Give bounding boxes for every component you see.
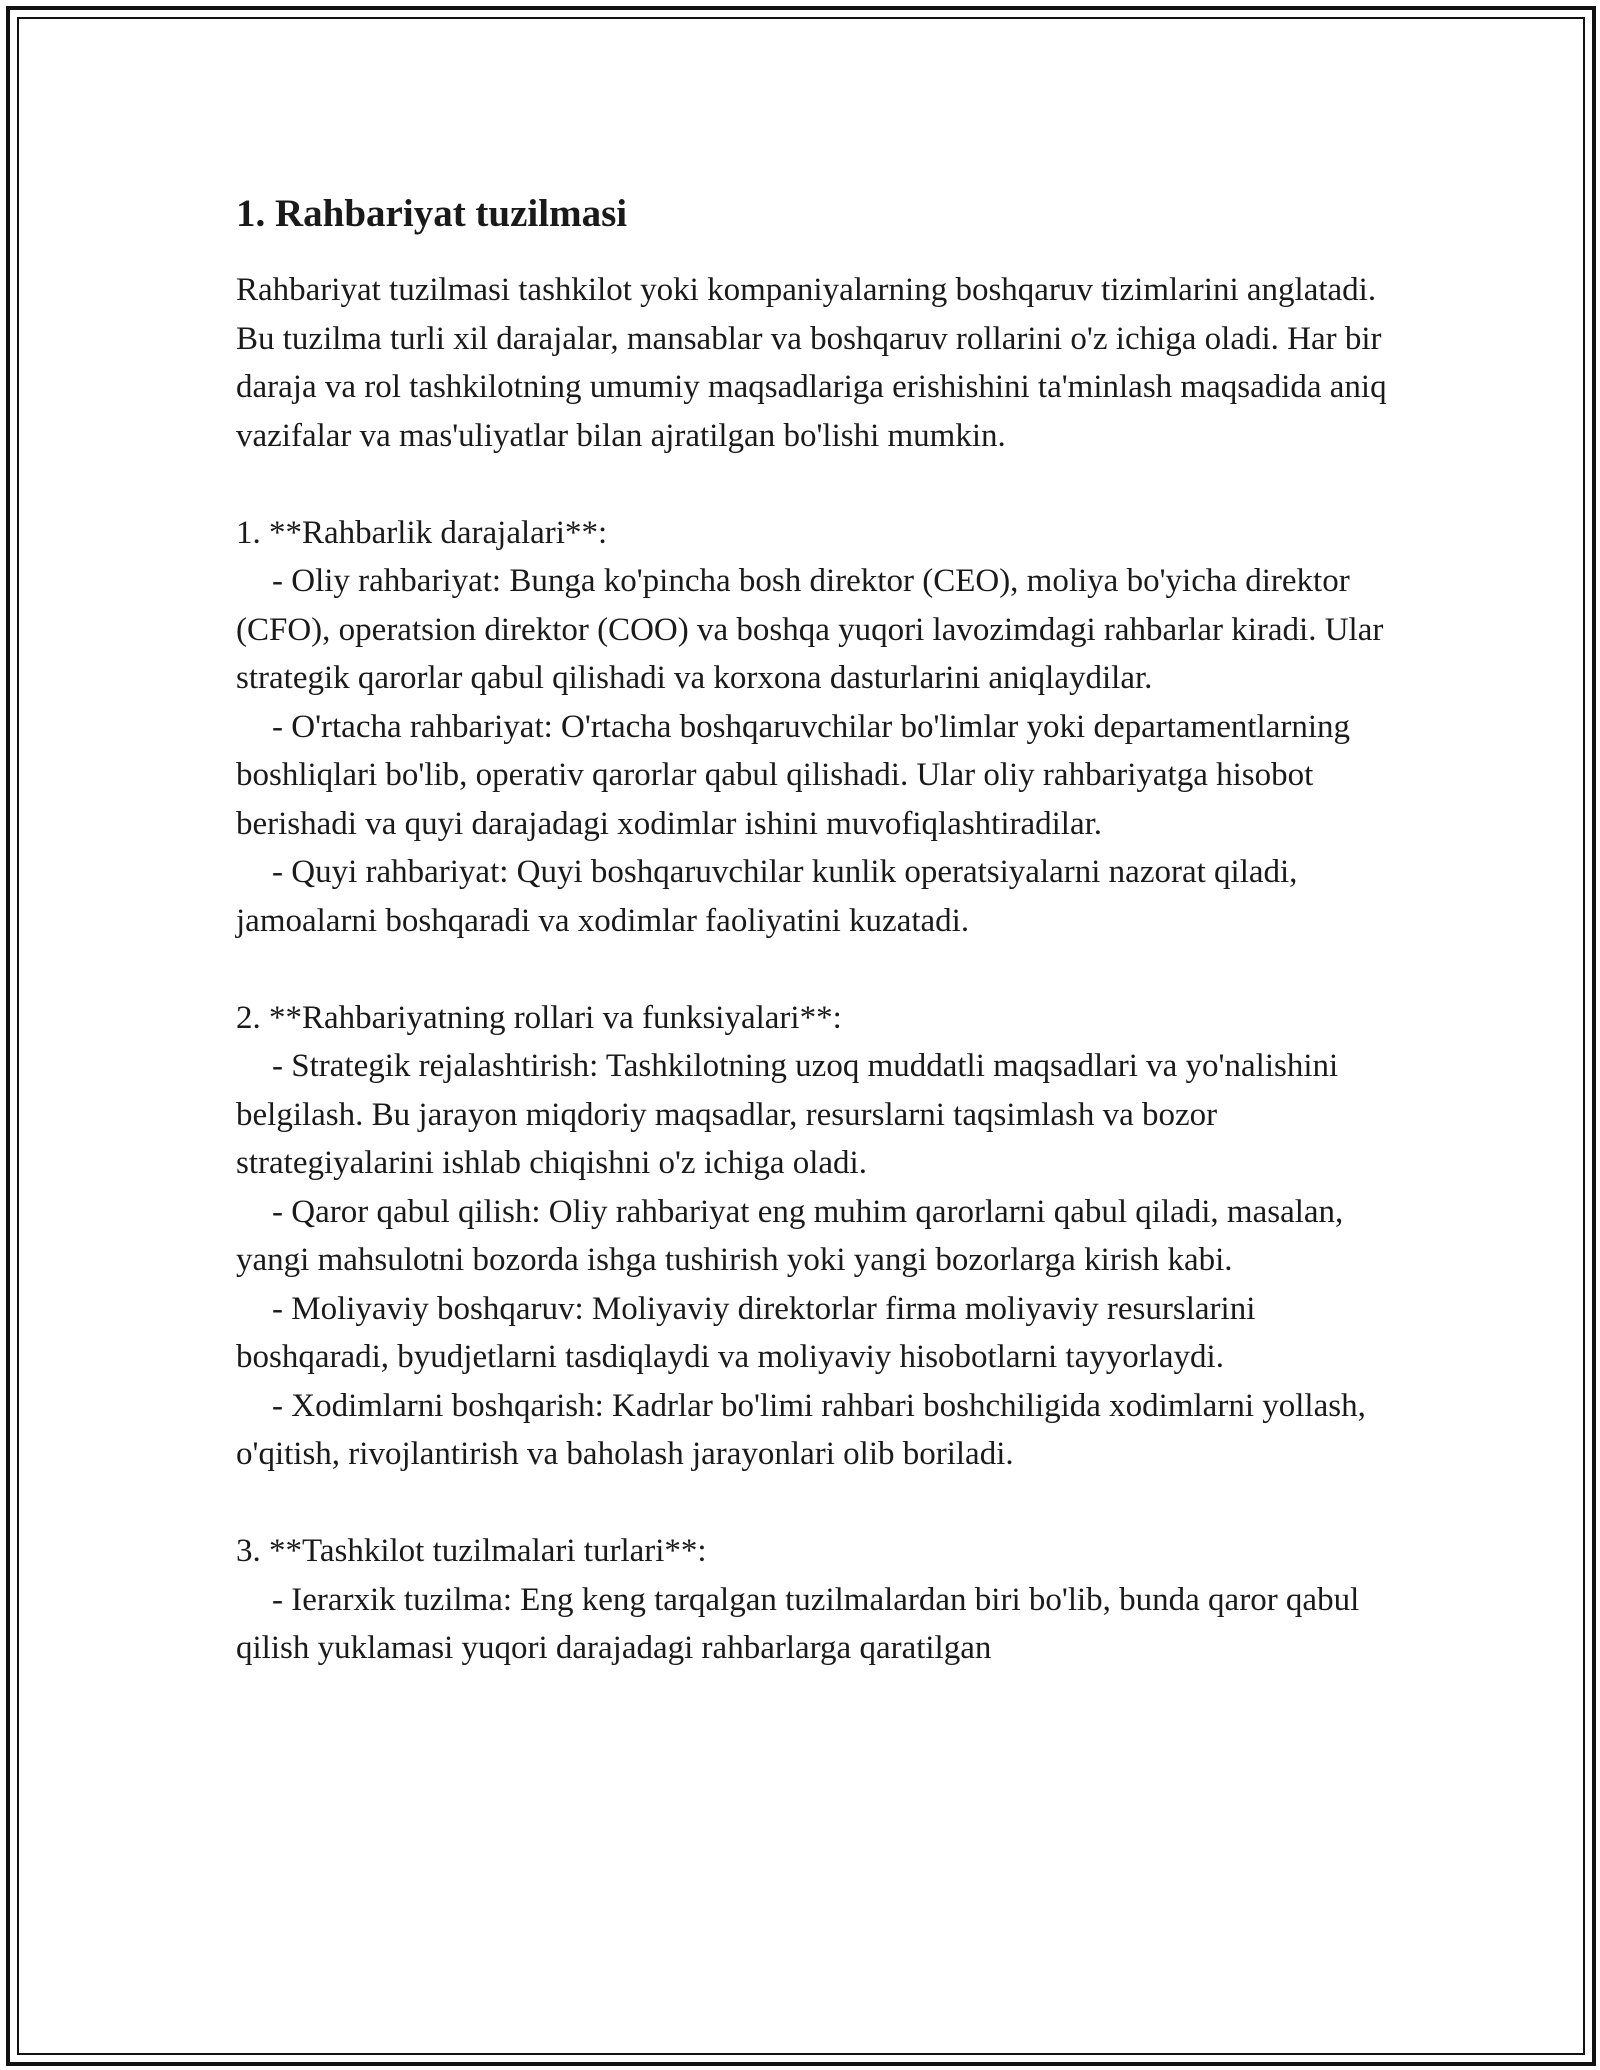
- section-item: [236, 1042, 1396, 1188]
- section-roles-functions: [236, 994, 1396, 1479]
- section-item-text: - Quyi rahbariyat: Quyi boshqaruvchilar kunlik operatsiyalarni nazorat qiladi, jamoalarni boshqaradi va xodimlar faoliyatini kuzatadi.: [236, 854, 1298, 939]
- section-leadership-levels: [236, 509, 1396, 946]
- section-item: [236, 1285, 1396, 1382]
- section-item: [236, 1382, 1396, 1479]
- section-item-text: - O'rtacha rahbariyat: O'rtacha boshqaruvchilar bo'limlar yoki departamentlarning boshliqlari bo'lib, operativ qarorlar qabul qilishadi. Ular oliy rahbariyatga hisobot berishadi va quyi darajadagi xodimlar ishini muvofiqlashtiradilar.: [236, 708, 1350, 842]
- section-item: [236, 703, 1396, 849]
- section-title: 2. **Rahbariyatning rollari va funksiyalari**:: [236, 999, 842, 1036]
- intro-paragraph: Rahbariyat tuzilmasi tashkilot yoki kompaniyalarning boshqaruv tizimlarini anglatadi. Bu tuzilma turli xil darajalar, mansablar va boshqaruv rollarini o'z ichiga oladi. Har bir daraja va rol tashkilotning umumiy maqsadlariga erishishini ta'minlash maqsadida aniq vazifalar va mas'uliyatlar bilan ajratilgan bo'lishi mumkin.: [236, 272, 1387, 454]
- document-heading: 1. Rahbariyat tuzilmasi: [236, 192, 628, 235]
- section-item: [236, 848, 1396, 945]
- section-item-text: - Moliyaviy boshqaruv: Moliyaviy direktorlar firma moliyaviy resurslarini boshqaradi, byudjetlarni tasdiqlaydi va moliyaviy hisobotlarni tayyorlaydi.: [236, 1290, 1256, 1375]
- section-title: 3. **Tashkilot tuzilmalari turlari**:: [236, 1533, 707, 1569]
- section-item: [236, 1576, 1396, 1673]
- section-item-text: - Oliy rahbariyat: Bunga ko'pincha bosh direktor (CEO), moliya bo'yicha direktor (CFO), operatsion direktor (COO) va boshqa yuqori lavozimdagi rahbarlar kiradi. Ular strategik qarorlar qabul qilishadi va korxona dasturlarini aniqlaydilar.: [236, 563, 1384, 696]
- section-item-text: - Qaror qabul qilish: Oliy rahbariyat eng muhim qarorlarni qabul qiladi, masalan, yangi mahsulotni bozorda ishga tushirish yoki yangi bozorlarga kirish kabi.: [236, 1193, 1344, 1278]
- document-body: [236, 184, 1396, 1673]
- section-title: 1. **Rahbarlik darajalari**:: [236, 514, 608, 551]
- section-org-structure-types: [236, 1527, 1396, 1673]
- section-item: [236, 557, 1396, 703]
- section-item-text: - Xodimlarni boshqarish: Kadrlar bo'limi rahbari boshchiligida xodimlarni yollash, o'qitish, rivojlantirish va baholash jarayonlari olib boriladi.: [236, 1387, 1366, 1472]
- section-item: [236, 1188, 1396, 1285]
- section-item-text: - Strategik rejalashtirish: Tashkilotning uzoq muddatli maqsadlari va yo'nalishini belgilash. Bu jarayon miqdoriy maqsadlar, resurslarni taqsimlash va bozor strategiyalarini ishlab chiqishni o'z ichiga oladi.: [236, 1048, 1339, 1181]
- section-item-text: - Ierarxik tuzilma: Eng keng tarqalgan tuzilmalardan biri bo'lib, bunda qaror qabul qilish yuklamasi yuqori darajadagi rahbarlarga qaratilgan: [236, 1581, 1360, 1666]
